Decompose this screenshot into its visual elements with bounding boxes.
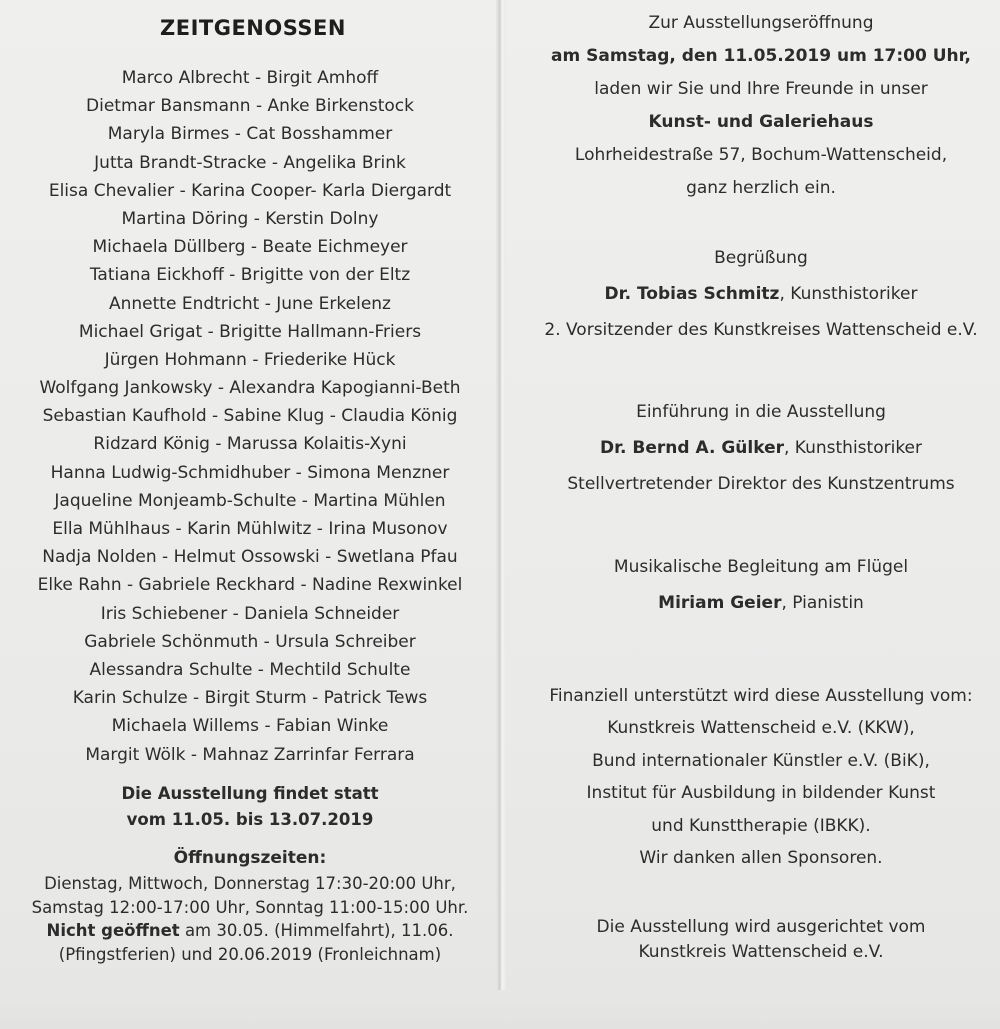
artist-line: Ridzard König - Marussa Kolaitis-Xyni xyxy=(93,434,407,455)
funding-line: Kunstkreis Wattenscheid e.V. (KKW), xyxy=(607,718,915,739)
artist-line: Karin Schulze - Birgit Sturm - Patrick Tews xyxy=(72,688,428,709)
invite-date: am Samstag, den 11.05.2019 um 17:00 Uhr, xyxy=(551,46,971,66)
artist-line: Wolfgang Jankowsky - Alexandra Kapogianni-Beth xyxy=(39,378,461,399)
closed-dates: am 30.05. (Himmelfahrt), 11.06. xyxy=(179,921,454,940)
introduction-block xyxy=(512,394,1000,502)
venue-address: Lohrheidestraße 57, Bochum-Wattenscheid, xyxy=(574,145,948,165)
invite-line: ganz herzlich ein. xyxy=(686,178,836,198)
introduction-title: Einführung in die Ausstellung xyxy=(636,402,886,422)
artist-line: Michael Grigat - Brigitte Hallmann-Friers xyxy=(78,321,422,342)
artist-line: Martina Döring - Kerstin Dolny xyxy=(121,208,379,229)
venue-name: Kunst- und Galeriehaus xyxy=(648,112,874,132)
opening-hours-title: Öffnungszeiten: xyxy=(173,848,327,868)
invite-line: Zur Ausstellungseröffnung xyxy=(648,13,874,33)
artist-line: Iris Schiebener - Daniela Schneider xyxy=(100,603,400,624)
speaker-role-line: 2. Vorsitzender des Kunstkreises Wattenscheid e.V. xyxy=(544,320,978,340)
artist-line: Nadja Nolden - Helmut Ossowski - Swetlana Pfau xyxy=(42,547,458,568)
dates-range: vom 11.05. bis 13.07.2019 xyxy=(126,810,374,829)
speaker-role: , Kunsthistoriker xyxy=(779,284,918,304)
introduction-speaker xyxy=(512,430,1000,466)
artist-line: Michaela Willems - Fabian Winke xyxy=(111,716,389,737)
funding-block xyxy=(512,680,1000,874)
artist-line: Dietmar Bansmann - Anke Birkenstock xyxy=(86,96,414,117)
artist-line: Elisa Chevalier - Karina Cooper- Karla Diergardt xyxy=(48,180,452,201)
speaker-role-line: Stellvertretender Direktor des Kunstzentrums xyxy=(567,474,955,494)
closed-label: Nicht geöffnet xyxy=(46,921,180,940)
dates-line: Die Ausstellung findet statt xyxy=(121,784,379,803)
artist-line: Tatiana Eickhoff - Brigitte von der Eltz xyxy=(89,265,411,286)
page-title: ZEITGENOSSEN xyxy=(160,16,346,40)
artist-line: Gabriele Schönmuth - Ursula Schreiber xyxy=(84,631,416,652)
speaker-role: , Kunsthistoriker xyxy=(784,438,923,458)
music-title: Musikalische Begleitung am Flügel xyxy=(613,557,909,577)
artist-line: Margit Wölk - Mahnaz Zarrinfar Ferrara xyxy=(85,744,415,765)
greeting-title: Begrüßung xyxy=(714,248,808,268)
closed-line-2: (Pfingstferien) und 20.06.2019 (Fronleichnam) xyxy=(58,944,442,964)
invitation-block xyxy=(512,7,1000,205)
artist-line: Jaqueline Monjeamb-Schulte - Martina Mühlen xyxy=(54,490,446,511)
artist-list xyxy=(0,64,500,769)
funding-line: Finanziell unterstützt wird diese Ausstellung vom: xyxy=(549,686,973,706)
artist-line: Ella Mühlhaus - Karin Mühlwitz - Irina Musonov xyxy=(52,519,448,539)
hours-line: Dienstag, Mittwoch, Donnerstag 17:30-20:00 Uhr, xyxy=(44,874,456,893)
closed-line xyxy=(0,919,500,943)
funding-line: Institut für Ausbildung in bildender Kunst xyxy=(586,783,936,804)
funding-line: und Kunsttherapie (IBKK). xyxy=(651,815,871,836)
musician-name: Miriam Geier xyxy=(658,593,782,613)
invite-line: laden wir Sie und Ihre Freunde in unser xyxy=(594,79,928,99)
speaker-name: Dr. Bernd A. Gülker xyxy=(599,438,784,458)
artist-line: Hanna Ludwig-Schmidhuber - Simona Menzner xyxy=(50,462,450,483)
music-block xyxy=(512,549,1000,621)
speaker-name: Dr. Tobias Schmitz xyxy=(604,284,780,304)
organizer-name: Kunstkreis Wattenscheid e.V. xyxy=(638,942,884,962)
artist-line: Jürgen Hohmann - Friederike Hück xyxy=(104,349,396,370)
funding-line: Wir danken allen Sponsoren. xyxy=(639,848,883,869)
artist-line: Annette Endtricht - June Erkelenz xyxy=(109,293,391,314)
opening-hours xyxy=(0,872,500,966)
artist-line: Michaela Düllberg - Beate Eichmeyer xyxy=(92,237,408,258)
artist-line: Alessandra Schulte - Mechtild Schulte xyxy=(89,659,411,680)
greeting-speaker xyxy=(512,276,1000,312)
artist-line: Maryla Birmes - Cat Bosshammer xyxy=(107,124,393,145)
paper-bottom-edge xyxy=(0,990,1000,1029)
artist-line: Elke Rahn - Gabriele Reckhard - Nadine Rexwinkel xyxy=(37,575,463,596)
musician xyxy=(512,585,1000,621)
organizer-line: Die Ausstellung wird ausgerichtet vom xyxy=(596,917,926,937)
hours-line: Samstag 12:00-17:00 Uhr, Sonntag 11:00-15:00 Uhr. xyxy=(31,897,469,917)
funding-line: Bund internationaler Künstler e.V. (BiK), xyxy=(592,750,930,771)
artist-line: Jutta Brandt-Stracke - Angelika Brink xyxy=(94,152,406,173)
exhibition-dates xyxy=(0,781,500,833)
greeting-block xyxy=(512,240,1000,348)
artist-line: Sebastian Kaufhold - Sabine Klug - Claudia König xyxy=(42,406,458,427)
artist-line: Marco Albrecht - Birgit Amhoff xyxy=(121,68,379,88)
musician-role: , Pianistin xyxy=(781,593,864,613)
organizer-block xyxy=(512,915,1000,965)
